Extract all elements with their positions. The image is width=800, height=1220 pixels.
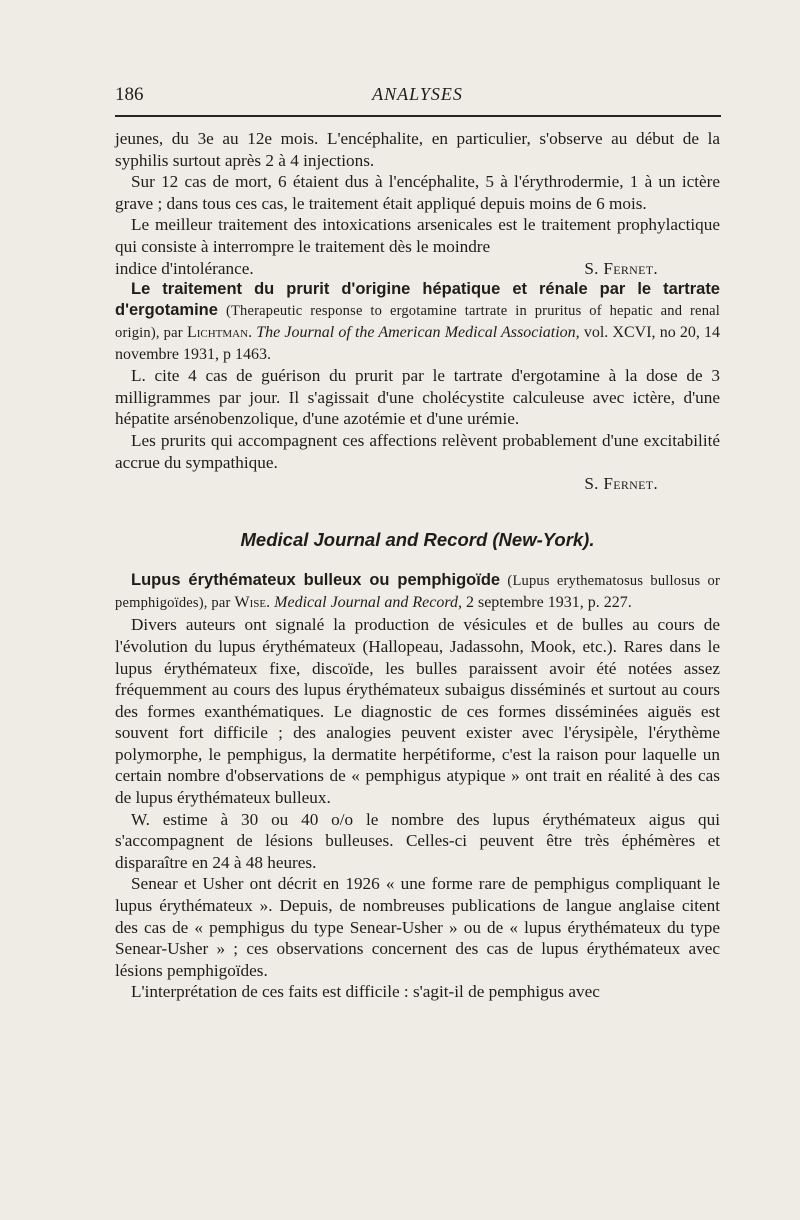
header-rule [115, 115, 721, 117]
section-title: Medical Journal and Record (New-York). [240, 528, 595, 550]
article-1-author: Lichtman. [186, 324, 253, 342]
article-2-journal: Medical Journal and Record, [274, 594, 462, 612]
article-1-journal: The Journal of the American Medical Association, [256, 324, 580, 342]
article-1-signature: S. Fernet. [584, 474, 658, 494]
article-1-subtitle: (Therapeutic response to ergotamine tartrate in pruritus of hepatic and renal origin), par [115, 303, 721, 342]
article-2-title: Lupus érythémateux bulleux ou pemphigoïde [131, 571, 501, 590]
article-2-paragraph-3: Senear et Usher ont décrit en 1926 « une forme rare de pemphigus compliquant le lupus érythémateux ». Depuis, de nombreuses publications de langue anglaise citent des cas de « pemphigus du type Senear-Usher » ou de « lupus érythémateux du type Senear-Usher » ; ces observations concernent des cas de lupus érythémateux avec lésions pemphigoïdes. [115, 874, 720, 980]
article-1-title: Le traitement du prurit d'origine hépatique et rénale par le tartrate d'ergotamine [115, 280, 720, 320]
intro-signature: S. Fernet. [584, 258, 658, 278]
article-2-heading [115, 570, 720, 614]
intro-paragraph-3-end: indice d'intolérance. [115, 258, 254, 278]
article-1-paragraph-1: L. cite 4 cas de guérison du prurit par le tartrate d'ergotamine à la dose de 3 milligrammes par jour. Il s'agissait d'une cholécystite calculeuse avec ictère, d'une hépatite arsénobenzolique, d'une azotémie et d'une urémie. [115, 366, 720, 429]
article-1-heading [115, 279, 720, 365]
article-2-subtitle: (Lupus erythematosus bullosus or pemphigoïdes), par [115, 573, 720, 612]
article-2-paragraph-1: Divers auteurs ont signalé la production de vésicules et de bulles au cours de l'évolution du lupus érythémateux (Hallopeau, Jadassohn, Mook, etc.). Rares dans le lupus érythémateux fixe, discoïde, les bulles paraissent avoir été notées assez fréquemment au cours des lupus érythémateux subaigus disséminés et surtout au cours des formes exanthématiques. Le diagnostic de ces formes disséminées aiguës est souvent fort difficile ; des analogies peuvent exister avec l'érysipèle, l'érythème polymorphe, le pemphigus, la dermatite herpétiforme, c'est la raison pour laquelle un certain nombre d'observations de « pemphigus atypique » ont trait en réalité à des cas de lupus érythémateux bulleux. [115, 615, 720, 808]
intro-paragraph-2: Sur 12 cas de mort, 6 étaient dus à l'encéphalite, 5 à l'érythrodermie, 1 à un ictère grave ; dans tous ces cas, le traitement était appliqué depuis moins de 6 mois. [115, 172, 720, 213]
intro-paragraph-3: Le meilleur traitement des intoxications arsenicales est le traitement prophylactique qui consiste à interrompre le traitement dès le moindre [115, 215, 720, 256]
article-1-details: vol. XCVI, no 20, 14 novembre 1931, p 1463. [115, 324, 721, 364]
page-content [115, 128, 720, 1003]
page-number: 186 [115, 84, 144, 105]
intro-last-line [115, 258, 720, 280]
running-head: ANALYSES [372, 84, 463, 104]
intro-paragraph-1: jeunes, du 3e au 12e mois. L'encéphalite, en particulier, s'observe au début de la syphilis surtout après 2 à 4 injections. [115, 129, 720, 170]
page-header [115, 84, 720, 110]
article-2-paragraph-2: W. estime à 30 ou 40 o/o le nombre des lupus érythémateux aigus qui s'accompagnent de lésions bulleuses. Celles-ci peuvent être très éphémères et disparaître en 24 à 48 heures. [115, 809, 720, 872]
article-2-details: 2 septembre 1931, p. 227. [465, 594, 632, 612]
article-2-author: Wise. [234, 594, 271, 612]
article-1-paragraph-2: Les prurits qui accompagnent ces affections relèvent probablement d'une excitabilité accrue du sympathique. [115, 430, 720, 472]
article-2-paragraph-4: L'interprétation de ces faits est difficile : s'agit-il de pemphigus avec [131, 982, 600, 1002]
